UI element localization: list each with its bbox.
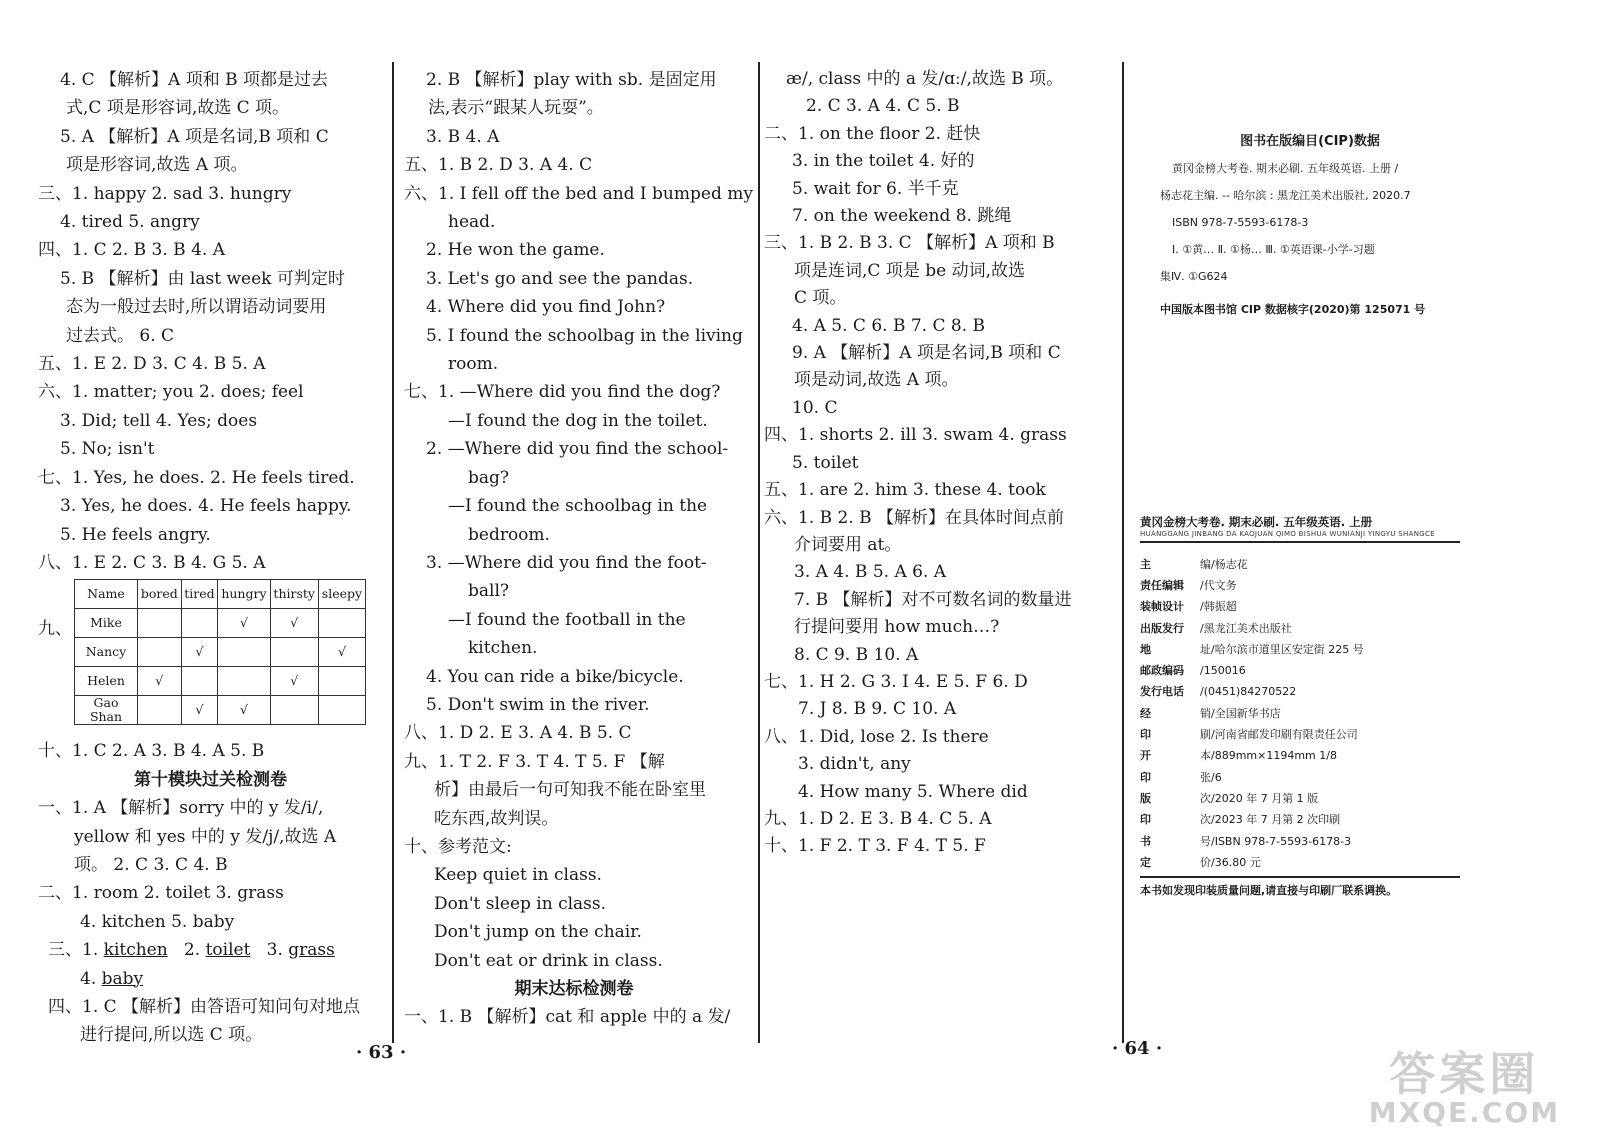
watermark-logo (1369, 1038, 1560, 1129)
imprint-key: 版 (1140, 791, 1151, 805)
answer-line: 3. B 4. A (426, 126, 500, 147)
answer-line: 4. tired 5. angry (60, 212, 200, 233)
feelings-table (74, 579, 366, 725)
answer-line: 六、1. I fell off the bed and I bumped my (404, 183, 753, 204)
cip-line: 杨志花主编. -- 哈尔滨 : 黑龙江美术出版社, 2020.7 (1160, 189, 1411, 202)
table-cell (318, 609, 365, 638)
answer-line: 四、1. shorts 2. ill 3. swam 4. grass (764, 425, 1067, 446)
imprint-key: 出版发行 (1140, 621, 1184, 635)
answer-prefix: 三、1. (48, 940, 99, 961)
imprint-value: 编/杨志花 (1200, 557, 1248, 571)
imprint-value: 次/2020 年 7 月第 1 版 (1200, 791, 1319, 805)
imprint-title: 黄冈金榜大考卷. 期末必刷. 五年级英语. 上册 (1140, 515, 1373, 529)
table-cell (270, 696, 318, 725)
table-cell: Helen (75, 667, 138, 696)
answer-line: 介词要用 at。 (794, 534, 902, 555)
imprint-key: 地 (1140, 642, 1151, 656)
table-cell: √ (138, 667, 182, 696)
imprint-row (1140, 723, 1364, 744)
table-cell (218, 667, 270, 696)
answer-line: 2. B 【解析】play with sb. 是固定用 (426, 70, 717, 90)
answer-line: 法,表示“跟某人玩耍”。 (428, 98, 604, 119)
answer-line: 3. in the toilet 4. 好的 (792, 151, 975, 172)
imprint-key: 发行电话 (1140, 685, 1184, 699)
answer-line: 十、1. C 2. A 3. B 4. A 5. B (38, 741, 265, 762)
answer-line: Don't eat or drink in class. (434, 950, 663, 971)
answer-line: 一、1. B 【解析】cat 和 apple 中的 a 发/ (404, 1007, 731, 1028)
column-divider (392, 62, 394, 1043)
answer-line: 五、1. B 2. D 3. A 4. C (404, 155, 593, 176)
table-header-cell: bored (138, 580, 182, 609)
imprint-value: 号/ISBN 978-7-5593-6178-3 (1200, 834, 1352, 848)
table-cell: √ (181, 638, 218, 667)
answer-line: 3. didn't, any (798, 754, 911, 775)
imprint-row (1140, 574, 1364, 595)
answer-line: 5. Don't swim in the river. (426, 694, 650, 715)
table-cell: √ (318, 638, 365, 667)
answer-line: 七、1. Yes, he does. 2. He feels tired. (38, 467, 355, 488)
answer-line: 三、1. B 2. B 3. C 【解析】A 项和 B (764, 233, 1055, 254)
answer-line: 二、1. on the floor 2. 赶快 (764, 123, 981, 144)
answer-line: 九、1. D 2. E 3. B 4. C 5. A (764, 808, 992, 829)
answer-line-underlined (38, 965, 383, 993)
table-header-cell: thirsty (270, 580, 318, 609)
imprint-key: 印 (1140, 813, 1151, 827)
answer-line: 二、1. room 2. toilet 3. grass (38, 883, 284, 904)
imprint-row (1140, 596, 1364, 617)
cip-line: ISBN 978-7-5593-6178-3 (1172, 216, 1309, 229)
answer-line: 五、1. E 2. D 3. C 4. B 5. A (38, 354, 266, 375)
table-cell (138, 638, 182, 667)
answer-line: 七、1. H 2. G 3. I 4. E 5. F 6. D (764, 671, 1028, 692)
answer-line: 7. B 【解析】对不可数名词的数量进 (794, 589, 1072, 610)
answer-line: 项是连词,C 项是 be 动词,故选 (794, 260, 1025, 281)
answer-number: 4. (80, 968, 97, 989)
imprint-key: 印 (1140, 770, 1151, 784)
answer-line: 析】由最后一句可知我不能在卧室里 (434, 780, 706, 801)
answer-line: 四、1. C 2. B 3. B 4. A (38, 240, 225, 261)
imprint-row (1140, 681, 1364, 702)
imprint-key: 定 (1140, 855, 1151, 869)
answer-line: 4. How many 5. Where did (798, 781, 1028, 802)
cip-heading: 图书在版编目(CIP)数据 (1240, 134, 1380, 149)
table-cell (318, 667, 365, 696)
imprint-value: 址/哈尔滨市道里区安定街 225 号 (1200, 642, 1364, 656)
imprint-key: 装帧设计 (1140, 600, 1184, 614)
imprint-row (1140, 659, 1364, 680)
table-header-cell: sleepy (318, 580, 365, 609)
table-cell (181, 609, 218, 638)
table-header-cell: hungry (218, 580, 270, 609)
answer-line: 项是形容词,故选 A 项。 (66, 155, 248, 176)
answer-line: 4. kitchen 5. baby (80, 911, 235, 932)
answer-line: —I found the football in the (448, 609, 686, 630)
answer-line: 4. You can ride a bike/bicycle. (426, 666, 684, 687)
answer-line: —I found the dog in the toilet. (448, 410, 708, 431)
table-label: 九、 (38, 619, 72, 640)
answer-line: æ/, class 中的 a 发/ɑː/,故选 B 项。 (786, 69, 1064, 89)
imprint-value: /(0451)84270522 (1200, 684, 1297, 698)
answer-line: 六、1. B 2. B 【解析】在具体时间点前 (764, 507, 1065, 528)
imprint-value: 刷/河南省邮发印刷有限责任公司 (1200, 728, 1358, 742)
table-row (75, 638, 366, 667)
underlined-word: toilet (205, 940, 251, 961)
answer-line: 吃东西,故判误。 (434, 808, 559, 829)
table-cell: Gao Shan (75, 696, 138, 725)
page-number-left: · 63 · (356, 1042, 407, 1063)
answer-line: 8. C 9. B 10. A (794, 644, 919, 665)
watermark-url: MXQE.COM (1368, 1096, 1560, 1129)
answer-line: 项是动词,故选 A 项。 (794, 370, 959, 391)
answer-line: 六、1. matter; you 2. does; feel (38, 382, 304, 403)
answer-line: 4. A 5. C 6. B 7. C 8. B (792, 315, 986, 336)
watermark-text: 答案圈 (1389, 1047, 1540, 1101)
cip-line: 中国版本图书馆 CIP 数据核字(2020)第 125071 号 (1160, 303, 1426, 316)
answer-line: 10. C (792, 397, 838, 418)
answer-line: 7. J 8. B 9. C 10. A (798, 699, 957, 720)
imprint-value: /代文务 (1200, 578, 1237, 592)
imprint-value: 张/6 (1200, 770, 1222, 784)
imprint-row (1140, 745, 1364, 766)
table-row (75, 696, 366, 725)
answer-line: 行提问要用 how much…? (794, 617, 1000, 638)
answer-line: 八、1. E 2. C 3. B 4. G 5. A (38, 552, 266, 573)
imprint-row (1140, 809, 1364, 830)
table-cell: √ (270, 667, 318, 696)
imprint-table (1140, 553, 1364, 872)
answer-column-3 (764, 66, 1104, 861)
imprint-key: 印 (1140, 728, 1151, 742)
imprint-key: 主 (1140, 557, 1151, 571)
answer-line: bedroom. (468, 524, 550, 545)
answer-line: 态为一般过去时,所以谓语动词要用 (66, 297, 327, 318)
answer-line: 十、1. F 2. T 3. F 4. T 5. F (764, 836, 986, 857)
imprint-row (1140, 851, 1364, 872)
section-heading: 期末达标检测卷 (514, 979, 634, 999)
answer-line: room. (448, 354, 499, 375)
imprint-row (1140, 617, 1364, 638)
answer-line: 三、1. happy 2. sad 3. hungry (38, 183, 292, 204)
answer-line: 五、1. are 2. him 3. these 4. took (764, 480, 1046, 501)
answer-line: ball? (468, 581, 510, 602)
answer-line: 9. A 【解析】A 项是名词,B 项和 C (792, 343, 1061, 364)
imprint-value: /150016 (1200, 663, 1246, 677)
answer-line: 5. He feels angry. (60, 524, 211, 545)
answer-line: 2. —Where did you find the school- (426, 439, 729, 460)
table-cell (270, 638, 318, 667)
imprint-key: 书 (1140, 834, 1151, 848)
answer-column-2 (404, 66, 753, 1032)
answer-line: 3. Did; tell 4. Yes; does (60, 410, 258, 431)
answer-line: 八、1. D 2. E 3. A 4. B 5. C (404, 723, 632, 744)
imprint-row (1140, 787, 1364, 808)
answer-line: 4. Where did you find John? (426, 297, 666, 318)
answer-line: 3. A 4. B 5. A 6. A (794, 562, 947, 583)
table-cell (181, 667, 218, 696)
answer-line: 5. A 【解析】A 项是名词,B 项和 C (60, 126, 329, 147)
answer-line: 4. C 【解析】A 项和 B 项都是过去 (60, 70, 329, 90)
answer-number: 3. (266, 940, 283, 961)
answer-line: 5. I found the schoolbag in the living (426, 325, 743, 346)
quality-notice: 本书如发现印装质量问题,请直接与印刷厂联系调换。 (1140, 876, 1460, 898)
answer-line: 2. C 3. A 4. C 5. B (806, 96, 960, 117)
answer-line: kitchen. (468, 638, 538, 659)
table-cell (318, 696, 365, 725)
cip-line: Ⅰ. ①黄… Ⅱ. ①杨… Ⅲ. ①英语课-小学-习题 (1172, 243, 1375, 256)
table-cell: √ (270, 609, 318, 638)
table-header-cell: tired (181, 580, 218, 609)
table-cell (138, 696, 182, 725)
imprint-pinyin: HUANGGANG JINBANG DA KAOJUAN QIMO BISHUA WUNIANJI YINGYU SHANGCE (1140, 530, 1460, 543)
answer-line: 5. toilet (792, 452, 859, 473)
answer-line: 一、1. A 【解析】sorry 中的 y 发/i/, (38, 798, 324, 819)
answer-line: 3. Let's go and see the pandas. (426, 268, 694, 289)
imprint-value: 价/36.80 元 (1200, 855, 1261, 869)
answer-line: Don't jump on the chair. (434, 922, 642, 943)
underlined-word: baby (101, 968, 144, 989)
imprint-block (1140, 514, 1460, 898)
imprint-key: 责任编辑 (1140, 578, 1184, 592)
answer-line: 十、参考范文: (404, 836, 512, 857)
answer-line: yellow 和 yes 中的 y 发/j/,故选 A (74, 826, 337, 847)
answer-line: 3. Yes, he does. 4. He feels happy. (60, 496, 352, 517)
table-cell (138, 609, 182, 638)
answer-line: 5. wait for 6. 半千克 (792, 178, 959, 199)
imprint-value: /黑龙江美术出版社 (1200, 621, 1292, 635)
column-divider (758, 62, 760, 1043)
answer-line: —I found the schoolbag in the (448, 496, 708, 517)
cip-line: 黄冈金榜大考卷. 期末必刷. 五年级英语. 上册 / (1172, 162, 1399, 175)
answer-line-underlined (38, 936, 383, 964)
table-cell: Nancy (75, 638, 138, 667)
table-row (75, 667, 366, 696)
answer-line: Keep quiet in class. (434, 865, 602, 886)
answer-line: 四、1. C 【解析】由答语可知问句对地点 (48, 996, 361, 1017)
underlined-word: grass (288, 940, 335, 961)
answer-line: 过去式。 6. C (66, 325, 175, 346)
answer-line: Don't sleep in class. (434, 893, 607, 914)
table-cell: √ (218, 609, 270, 638)
answer-line: 5. B 【解析】由 last week 可判定时 (60, 268, 345, 289)
underlined-word: kitchen (103, 940, 168, 961)
imprint-key: 经 (1140, 706, 1151, 720)
answer-line: head. (448, 212, 496, 233)
page-number-right: · 64 · (1112, 1038, 1163, 1059)
table-header-row (75, 580, 366, 609)
imprint-row (1140, 830, 1364, 851)
answer-line: 七、1. —Where did you find the dog? (404, 382, 721, 403)
answer-line: 2. He won the game. (426, 240, 605, 261)
answer-column-1 (38, 66, 383, 1050)
answer-line: 项。 2. C 3. C 4. B (74, 854, 228, 875)
imprint-value: 销/全国新华书店 (1200, 706, 1281, 720)
imprint-row (1140, 553, 1364, 574)
imprint-key: 开 (1140, 749, 1151, 763)
answer-line: 进行提问,所以选 C 项。 (80, 1025, 263, 1046)
table-cell: Mike (75, 609, 138, 638)
answer-line: 5. No; isn't (60, 439, 155, 460)
section-heading: 第十模块过关检测卷 (134, 769, 287, 790)
table-row (75, 609, 366, 638)
table-header-cell: Name (75, 580, 138, 609)
answer-line: 7. on the weekend 8. 跳绳 (792, 206, 1012, 227)
answer-line: bag? (468, 467, 510, 488)
column-divider (1122, 62, 1124, 1043)
imprint-row (1140, 766, 1364, 787)
answer-line: 3. —Where did you find the foot- (426, 552, 707, 573)
imprint-value: /韩振超 (1200, 600, 1237, 614)
imprint-value: 本/889mm×1194mm 1/8 (1200, 749, 1337, 763)
table-cell: √ (181, 696, 218, 725)
table-cell (218, 638, 270, 667)
answer-line: C 项。 (794, 288, 847, 309)
cip-data-block (1160, 128, 1460, 323)
cip-line: 集Ⅳ. ①G624 (1160, 270, 1228, 283)
answer-line: 九、1. T 2. F 3. T 4. T 5. F 【解 (404, 751, 665, 772)
answer-line: 式,C 项是形容词,故选 C 项。 (66, 98, 290, 119)
imprint-row (1140, 638, 1364, 659)
table-cell: √ (218, 696, 270, 725)
answer-line: 八、1. Did, lose 2. Is there (764, 726, 989, 747)
answer-number: 2. (183, 940, 201, 961)
imprint-row (1140, 702, 1364, 723)
imprint-value: 次/2023 年 7 月第 2 次印刷 (1200, 813, 1341, 827)
feelings-table-block (38, 579, 383, 737)
imprint-key: 邮政编码 (1140, 664, 1184, 678)
